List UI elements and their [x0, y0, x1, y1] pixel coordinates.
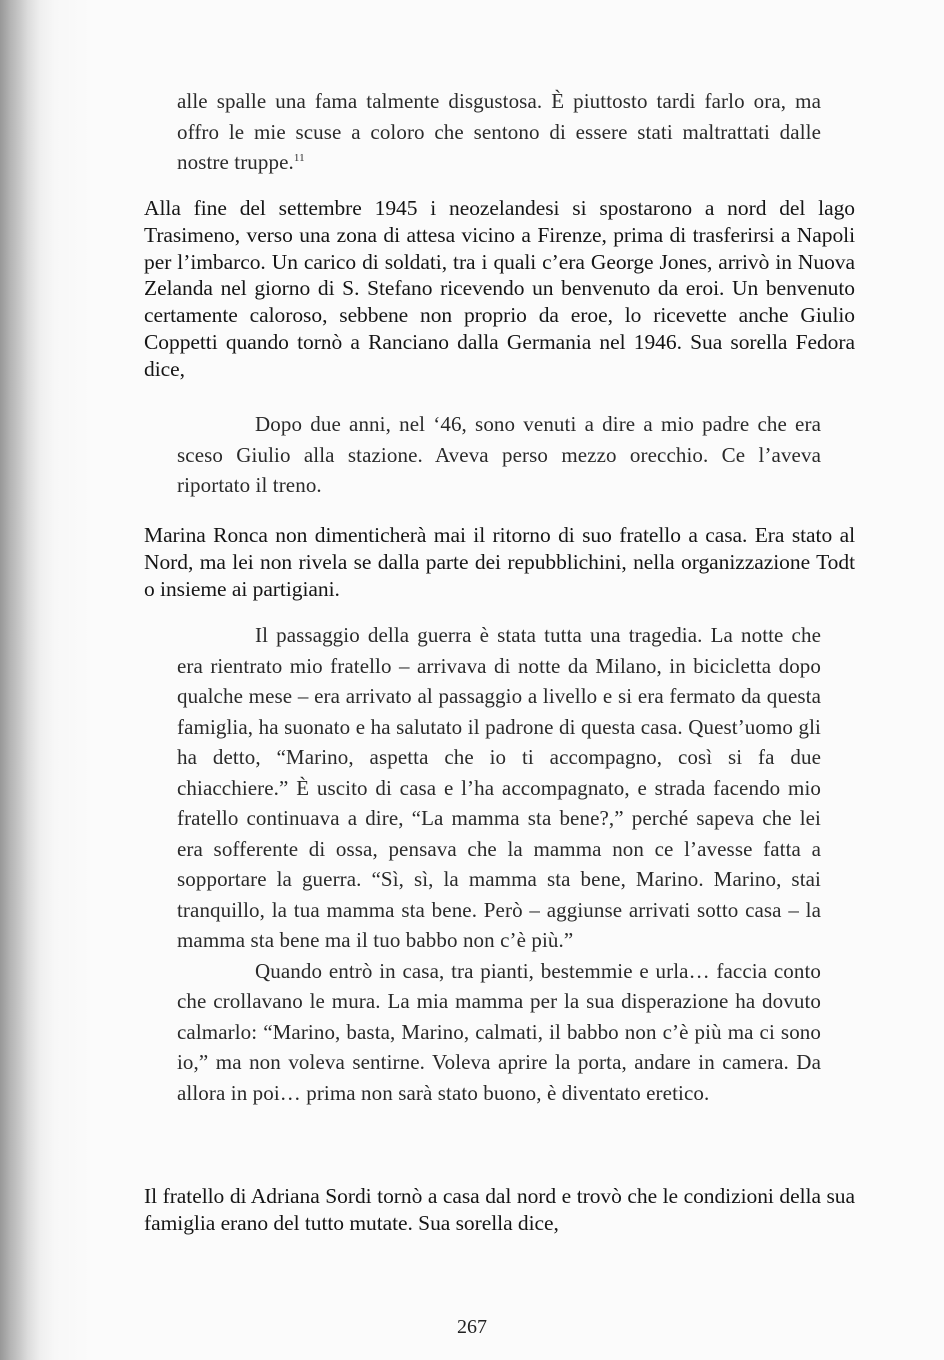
spine-shadow [0, 0, 40, 1360]
quote-top-text: alle spalle una fama talmente disgustosa. È piuttosto tardi farlo ora, ma offro le mie scuse a coloro che sentono di essere stati maltrattati dalle nostre truppe. [177, 89, 821, 174]
block-quote-fedora [177, 409, 821, 501]
block-quote-top [177, 86, 821, 178]
quote-marina-paragraph-1: Il passaggio della guerra è stata tutta una tragedia. La notte che era rientrato mio fratello – arrivava di notte da Milano, in bicicletta dopo qualche mese – era arrivato al passaggio a livello e si era fermato da questa famiglia, ha suonato e ha salutato il padrone di questa casa. Quest’uomo gli ha detto, “Marino, aspetta che io ti accompagno, così si fa due chiacchiere.” È uscito di casa e l’ha accompagnato, e strada facendo mio fratello continuava a dire, “La mamma sta bene?,” perché sapeva che lei era sofferente di ossa, pensava che la mamma non ce l’avesse fatta a sopportare la guerra. “Sì, sì, la mamma sta bene, Marino. Marino, stai tranquillo, la tua mamma sta bene. Però – aggiunse arrivati sotto casa – la mamma sta bene ma il tuo babbo non c’è più.” [177, 623, 821, 952]
block-quote-marina [177, 620, 821, 1108]
footnote-marker: 11 [293, 152, 305, 164]
quote-marina-paragraph-2: Quando entrò in casa, tra pianti, bestemmie e urla… faccia conto che crollavano le mura. La mia mamma per la sua disperazione ha dovuto calmarlo: “Marino, basta, Marino, calmati, il babbo non c’è più ma ci sono io,” ma non voleva sentirne. Voleva aprire la porta, andare in camera. Da allora in poi… prima non sarà stato buono, è diventato eretico. [177, 958, 821, 1105]
page-number: 267 [457, 1316, 487, 1338]
narrative-paragraph-1: Alla fine del settembre 1945 i neozelandesi si spostarono a nord del lago Trasimeno, verso una zona di attesa vicino a Firenze, prima di trasferirsi a Napoli per l’imbarco. Un carico di soldati, tra i quali c’era George Jones, arrivò in Nuova Zelanda nel giorno di S. Stefano ricevendo un benvenuto da eroi. Un benvenuto certamente caloroso, sebbene non proprio da eroe, lo ricevette anche Giulio Coppetti quando tornò a Ranciano dalla Germania nel 1946. Sua sorella Fedora dice, [144, 196, 855, 381]
narrative-paragraph-2: Marina Ronca non dimenticherà mai il ritorno di suo fratello a casa. Era stato al Nord, ma lei non rivela se dalla parte dei repubblichini, nella organizzazione Todt o insieme ai partigiani. [144, 523, 855, 601]
quote-fedora-text: Dopo due anni, nel ‘46, sono venuti a dire a mio padre che era sceso Giulio alla stazione. Aveva perso mezzo orecchio. Ce l’aveva riportato il treno. [177, 412, 821, 497]
narrative-paragraph-3: Il fratello di Adriana Sordi tornò a casa dal nord e trovò che le condizioni della sua famiglia erano del tutto mutate. Sua sorella dice, [144, 1184, 855, 1235]
